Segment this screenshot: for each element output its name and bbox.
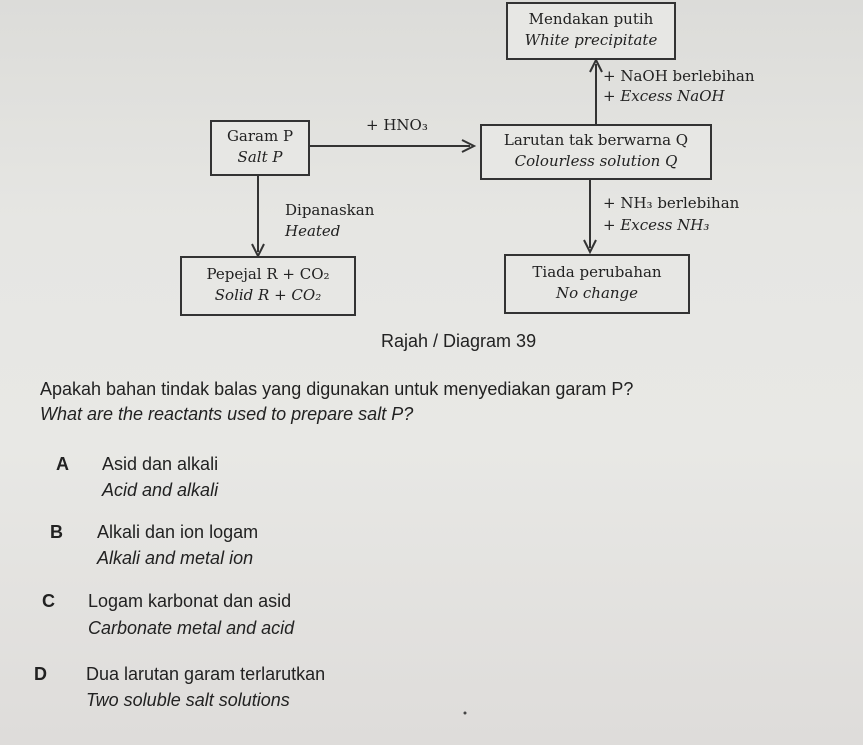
box-colourless-solution — [480, 124, 712, 180]
label-nh3 — [603, 192, 739, 236]
option-b-en: Alkali and metal ion — [97, 548, 254, 568]
diagram-caption: Rajah / Diagram 39 — [381, 331, 537, 351]
option-a-en: Acid and alkali — [102, 480, 219, 500]
option-a-letter: A — [56, 454, 69, 474]
option-c-ms: Logam karbonat dan asid — [88, 591, 292, 611]
label-hno3-text: + HNO₃ — [366, 116, 428, 134]
option-a-ms: Asid dan alkali — [102, 454, 219, 474]
option-d-letter: D — [34, 664, 47, 684]
label-heated-ms: Dipanaskan — [285, 201, 375, 219]
box-no-change-en: No change — [555, 284, 639, 302]
option-b-letter: B — [50, 522, 63, 542]
box-solid-r-ms: Pepejal R + CO₂ — [206, 265, 330, 283]
box-salt-p-ms: Garam P — [226, 127, 294, 145]
label-heated-en: Heated — [285, 222, 341, 240]
box-salt-p — [210, 120, 310, 176]
box-no-change — [504, 254, 690, 314]
option-b-ms: Alkali dan ion logam — [97, 522, 259, 542]
question-text-en: What are the reactants used to prepare salt P? — [40, 404, 414, 424]
label-nh3-ms: + NH₃ berlebihan — [603, 194, 740, 212]
label-hno3 — [366, 116, 428, 134]
stray-dot — [464, 712, 467, 715]
label-nh3-en: + Excess NH₃ — [603, 216, 710, 234]
label-naoh-en: + Excess NaOH — [603, 87, 725, 105]
box-colourless-solution-ms: Larutan tak berwarna Q — [503, 131, 689, 149]
option-d-ms: Dua larutan garam terlarutkan — [86, 664, 326, 684]
box-solid-r — [180, 256, 356, 316]
question-text-ms: Apakah bahan tindak balas yang digunakan untuk menyediakan garam P? — [40, 379, 634, 399]
box-solid-r-en: Solid R + CO₂ — [214, 286, 322, 304]
label-naoh — [603, 66, 755, 106]
label-naoh-ms: + NaOH berlebihan — [603, 67, 755, 85]
option-d-en: Two soluble salt solutions — [86, 690, 290, 710]
box-no-change-ms: Tiada perubahan — [532, 263, 662, 281]
label-heated — [285, 200, 374, 242]
box-colourless-solution-en: Colourless solution Q — [514, 152, 678, 170]
option-c-en: Carbonate metal and acid — [88, 618, 295, 638]
box-white-precipitate — [506, 2, 676, 60]
box-white-precipitate-ms: Mendakan putih — [528, 10, 654, 28]
box-white-precipitate-en: White precipitate — [524, 31, 658, 49]
box-salt-p-en: Salt P — [237, 148, 283, 166]
option-c-letter: C — [42, 591, 55, 611]
